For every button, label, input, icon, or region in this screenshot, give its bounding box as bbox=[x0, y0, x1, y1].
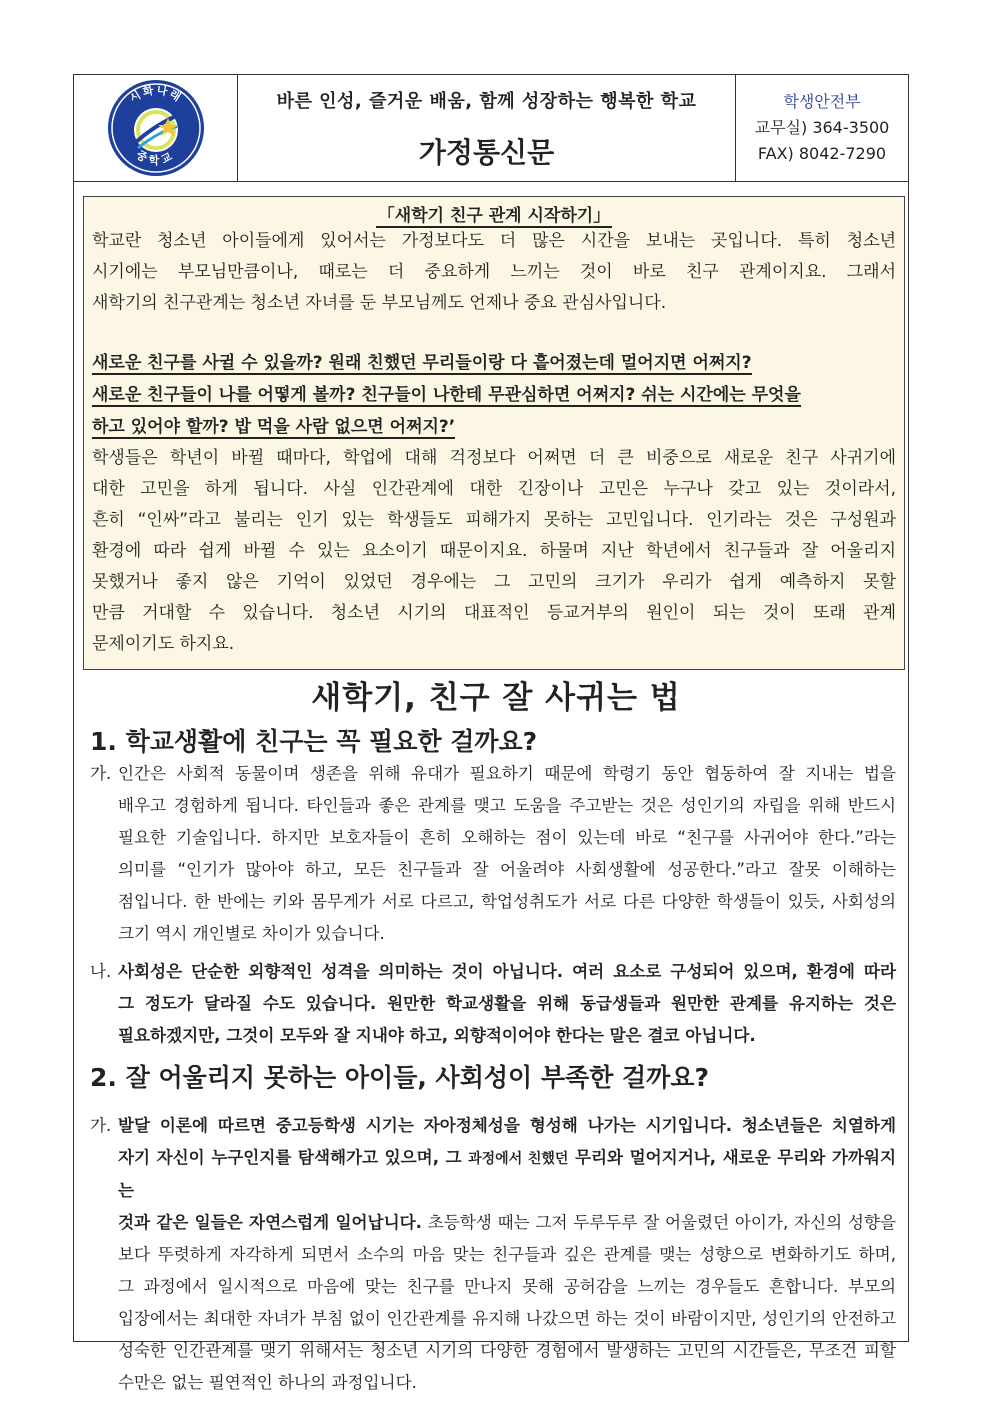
text-line: 새학기의 친구관계는 청소년 자녀를 둔 부모님께도 언제나 중요 관심사입니다. bbox=[92, 293, 667, 313]
section2-heading: 2. 잘 어울리지 못하는 아이들, 사회성이 부족한 걸까요? bbox=[90, 1063, 709, 1092]
intro-box bbox=[83, 196, 905, 670]
text-line: 사회성은 단순한 외향적인 성격을 의미하는 것이 아닙니다. 여러 요소로 구성되어 있으며, 환경에 따라 bbox=[118, 962, 896, 981]
phone-number: 교무실) 364-3500 bbox=[754, 118, 890, 137]
intro-questions bbox=[84, 347, 904, 443]
text-line: 배우고 경험하게 됩니다. 타인들과 좋은 관계를 맺고 도움을 주고받는 것은 성인기의 자립을 위해 반드시 bbox=[118, 796, 896, 815]
text-line: 보다 뚜렷하게 자각하게 되면서 소수의 마음 맞는 친구들과 깊은 관계를 맺는 성향으로 변화하기도 하며, bbox=[118, 1245, 896, 1264]
doc-title: 가정통신문 bbox=[418, 136, 555, 169]
contact-cell bbox=[736, 75, 908, 181]
item-marker: 나. bbox=[90, 962, 112, 981]
text-line: 못했거나 좋지 않은 기억이 있었던 경우에는 그 고민의 크기가 우리가 쉽게 예측하지 못할 bbox=[92, 572, 896, 592]
text-line: 입장에서는 최대한 자녀가 부침 없이 인간관계를 유지해 나갔으면 하는 것이 바람이지만, 성인기의 안전하고 bbox=[118, 1309, 896, 1328]
text-line: 환경에 따라 쉽게 바뀔 수 있는 요소이기 때문이지요. 하물며 지난 학년에서 친구들과 잘 어울리지 bbox=[92, 541, 896, 561]
text-line: 발달 이론에 따르면 중고등학생 시기는 자아정체성을 형성해 나가는 시기입니다. 청소년들은 치열하게 bbox=[118, 1116, 896, 1135]
logo-top-text: 시화나래 bbox=[126, 83, 185, 106]
text-line: 것과 같은 일들은 자연스럽게 일어납니다. 초등학생 때는 그저 두루두루 잘 어울렸던 아이가, 자신의 성향을 bbox=[118, 1213, 896, 1232]
logo-bottom-text: 중학교 bbox=[133, 148, 178, 167]
intro-paragraph-1 bbox=[84, 226, 904, 319]
section1-heading: 1. 학교생활에 친구는 꼭 필요한 걸까요? bbox=[90, 727, 538, 756]
school-motto: 바른 인성, 즐거운 배움, 함께 성장하는 행복한 학교 bbox=[276, 91, 697, 112]
item-marker: 가. bbox=[90, 764, 112, 783]
text-line: 흔히 “인싸”라고 불리는 인기 있는 학생들도 피해가지 못하는 고민입니다. 인기라는 것은 구성원과 bbox=[92, 510, 896, 530]
question-line: 새로운 친구들이 나를 어떻게 볼까? 친구들이 나한테 무관심하면 어쩌지? 쉬는 시간에는 무엇을 bbox=[92, 385, 801, 405]
text-line: 만큼 거대할 수 있습니다. 청소년 시기의 대표적인 등교거부의 원인이 되는 것이 또래 관계 bbox=[92, 603, 896, 623]
text-line: 그 과정에서 일시적으로 마음에 맞는 친구를 만나지 못해 공허감을 느끼는 경우들도 흔합니다. 부모의 bbox=[118, 1277, 896, 1296]
item-marker: 가. bbox=[90, 1116, 112, 1135]
section2-item-a bbox=[90, 1110, 896, 1399]
text-line: 필요한 기술입니다. 하지만 보호자들이 흔히 오해하는 점이 있는데 바로 “친구를 사귀어야 한다.”라는 bbox=[118, 828, 896, 847]
text-line: 학생들은 학년이 바뀔 때마다, 학업에 대해 걱정보다 어쩌면 더 큰 비중으로 새로운 친구 사귀기에 bbox=[92, 448, 896, 468]
text-line: 학교란 청소년 아이들에게 있어서는 가정보다도 더 많은 시간을 보내는 곳입니다. 특히 청소년 bbox=[92, 231, 896, 251]
text-line: 대한 고민을 하게 됩니다. 사실 인간관계에 대한 긴장이나 고민은 누구나 갖고 있는 것이라서, bbox=[92, 479, 896, 499]
intro-paragraph-2 bbox=[84, 443, 904, 660]
newsletter-header bbox=[73, 74, 909, 182]
text-line: 시기에는 부모님만큼이나, 때로는 더 중요하게 느끼는 것이 바로 친구 관계이지요. 그래서 bbox=[92, 262, 896, 282]
section1-item-b bbox=[90, 956, 896, 1052]
department: 학생안전부 bbox=[783, 92, 861, 111]
question-line: 새로운 친구를 사귈 수 있을까? 원래 친했던 무리들이랑 다 흩어졌는데 멀어지면 어쩌지? bbox=[92, 353, 752, 373]
text-line: 그 정도가 달라질 수도 있습니다. 원만한 학교생활을 위해 동급생들과 원만한 관계를 유지하는 것은 bbox=[118, 994, 896, 1013]
text-line: 인간은 사회적 동물이며 생존을 위해 유대가 필요하기 때문에 학령기 동안 협동하여 잘 지내는 법을 bbox=[118, 764, 896, 783]
section1-item-a bbox=[90, 758, 896, 950]
text-line: 필요하겠지만, 그것이 모두와 잘 지내야 하고, 외향적이어야 한다는 말은 결코 아닙니다. bbox=[118, 1026, 756, 1045]
text-line: 의미를 “인기가 많아야 하고, 모든 친구들과 잘 어울려야 사회생활에 성공한다.”라고 잘못 이해하는 bbox=[118, 860, 896, 879]
question-line: 하고 있어야 할까? 밥 먹을 사람 없으면 어쩌지?’ bbox=[92, 417, 456, 437]
text-line: 성숙한 인간관계를 맺기 위해서는 청소년 시기의 다양한 경험에서 발생하는 고민의 시간들은, 무조건 피할 bbox=[118, 1341, 896, 1360]
text-line: 크기 역시 개인별로 차이가 있습니다. bbox=[118, 924, 385, 943]
school-logo bbox=[106, 78, 206, 178]
intro-title: 「새학기 친구 관계 시작하기」 bbox=[377, 206, 611, 226]
main-title: 새학기, 친구 잘 사귀는 법 bbox=[311, 680, 681, 716]
title-cell bbox=[238, 75, 736, 181]
fax-number: FAX) 8042-7290 bbox=[757, 144, 887, 163]
text-line: 문제이기도 하지요. bbox=[92, 634, 235, 654]
text-line: 수만은 없는 필연적인 하나의 과정입니다. bbox=[118, 1373, 417, 1392]
text-line: 점입니다. 한 반에는 키와 몸무게가 서로 다르고, 학업성취도가 서로 다른 다양한 학생들이 있듯, 사회성의 bbox=[118, 892, 896, 911]
text-line: 자기 자신이 누구인지를 탐색해가고 있으며, 그 과정에서 친했던 무리와 멀어지거나, 새로운 무리와 가까워지는 bbox=[118, 1148, 896, 1200]
logo-cell bbox=[74, 75, 238, 181]
